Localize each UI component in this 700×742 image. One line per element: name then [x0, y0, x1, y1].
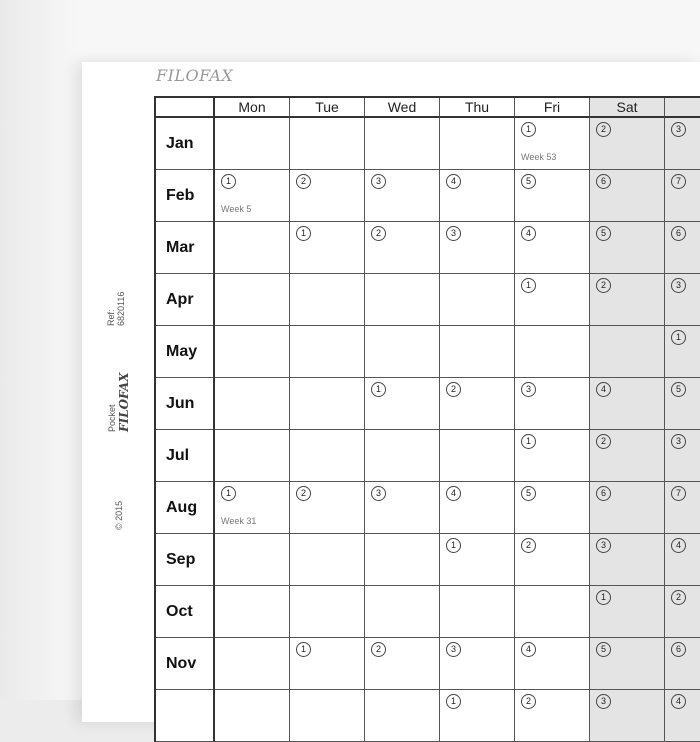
weekday-header-sat: Sat [590, 98, 665, 118]
day-cell [665, 222, 700, 274]
day-cell [515, 482, 590, 534]
date-circle: 1 [521, 278, 536, 293]
date-circle: 5 [521, 174, 536, 189]
month-label: Mar [156, 222, 215, 274]
date-circle: 4 [446, 486, 461, 501]
date-circle: 6 [671, 642, 686, 657]
day-cell [665, 690, 700, 742]
date-circle: 4 [521, 642, 536, 657]
date-circle: 5 [521, 486, 536, 501]
date-circle: 4 [521, 226, 536, 241]
day-cell [440, 430, 515, 482]
day-cell [665, 326, 700, 378]
date-circle: 4 [446, 174, 461, 189]
day-cell [440, 326, 515, 378]
month-row [156, 378, 700, 430]
date-circle: 1 [671, 330, 686, 345]
day-cell [290, 274, 365, 326]
day-cell [440, 690, 515, 742]
date-circle: 2 [596, 122, 611, 137]
day-cell [665, 378, 700, 430]
day-cell [665, 586, 700, 638]
date-circle: 6 [596, 174, 611, 189]
day-cell [365, 326, 440, 378]
day-cell [215, 326, 290, 378]
date-circle: 3 [521, 382, 536, 397]
day-cell [590, 274, 665, 326]
day-cell [515, 326, 590, 378]
week-number: Week 5 [221, 204, 252, 214]
month-row [156, 482, 700, 534]
day-cell [290, 638, 365, 690]
month-row [156, 118, 700, 170]
month-row [156, 222, 700, 274]
day-cell [590, 638, 665, 690]
day-cell [665, 170, 700, 222]
day-cell [440, 378, 515, 430]
month-row [156, 430, 700, 482]
day-cell [215, 222, 290, 274]
day-cell [215, 690, 290, 742]
weekday-header-mon: Mon [215, 98, 290, 118]
day-cell [290, 378, 365, 430]
month-label: Nov [156, 638, 215, 690]
day-cell [290, 170, 365, 222]
date-circle: 3 [371, 486, 386, 501]
reference-code [106, 292, 126, 326]
date-circle: 3 [671, 278, 686, 293]
day-cell [365, 482, 440, 534]
date-circle: 2 [596, 278, 611, 293]
day-cell [665, 534, 700, 586]
day-cell [215, 482, 290, 534]
day-cell [290, 586, 365, 638]
weekday-header-row [156, 98, 700, 118]
day-cell [215, 586, 290, 638]
day-cell [590, 534, 665, 586]
day-cell [515, 638, 590, 690]
weekday-header-thu: Thu [440, 98, 515, 118]
month-row [156, 170, 700, 222]
date-circle: 1 [521, 122, 536, 137]
day-cell [590, 482, 665, 534]
month-row [156, 534, 700, 586]
day-cell [290, 534, 365, 586]
weekday-header-sun [665, 98, 700, 118]
day-cell [590, 118, 665, 170]
month-row [156, 274, 700, 326]
day-cell [515, 378, 590, 430]
day-cell [365, 638, 440, 690]
day-cell [665, 430, 700, 482]
month-label [156, 690, 215, 742]
year-planner-grid [154, 96, 700, 742]
date-circle: 4 [671, 694, 686, 709]
day-cell [440, 222, 515, 274]
day-cell [365, 222, 440, 274]
day-cell [290, 690, 365, 742]
date-circle: 2 [521, 694, 536, 709]
day-cell [515, 430, 590, 482]
date-circle: 6 [596, 486, 611, 501]
date-circle: 1 [371, 382, 386, 397]
side-brand-logo: FILOFAX [117, 372, 131, 432]
date-circle: 3 [596, 694, 611, 709]
day-cell [365, 118, 440, 170]
date-circle: 5 [596, 642, 611, 657]
date-circle: 2 [371, 226, 386, 241]
month-label: Oct [156, 586, 215, 638]
weekday-header-wed: Wed [365, 98, 440, 118]
month-label: Jul [156, 430, 215, 482]
reference-label: Ref: [106, 309, 116, 326]
day-cell [590, 430, 665, 482]
day-cell [290, 430, 365, 482]
date-circle: 3 [446, 226, 461, 241]
date-circle: 3 [671, 434, 686, 449]
month-row [156, 586, 700, 638]
date-circle: 7 [671, 486, 686, 501]
day-cell [440, 482, 515, 534]
date-circle: 5 [671, 382, 686, 397]
month-label: May [156, 326, 215, 378]
day-cell [440, 118, 515, 170]
date-circle: 3 [446, 642, 461, 657]
brand-logo: FILOFAX [156, 66, 234, 85]
day-cell [365, 690, 440, 742]
weekday-header-tue: Tue [290, 98, 365, 118]
date-circle: 1 [296, 642, 311, 657]
month-label: Feb [156, 170, 215, 222]
date-circle: 2 [371, 642, 386, 657]
date-circle: 4 [671, 538, 686, 553]
day-cell [215, 378, 290, 430]
day-cell [215, 118, 290, 170]
day-cell [590, 690, 665, 742]
date-circle: 6 [671, 226, 686, 241]
size-label [106, 373, 130, 432]
day-cell [215, 534, 290, 586]
day-cell [365, 378, 440, 430]
date-circle: 2 [596, 434, 611, 449]
date-circle: 5 [596, 226, 611, 241]
copyright-text: © 2015 [114, 500, 124, 530]
day-cell [515, 222, 590, 274]
day-cell [440, 586, 515, 638]
date-circle: 3 [596, 538, 611, 553]
day-cell [365, 430, 440, 482]
day-cell [215, 430, 290, 482]
header-corner [156, 98, 215, 118]
date-circle: 1 [521, 434, 536, 449]
day-cell [665, 118, 700, 170]
day-cell [590, 326, 665, 378]
week-number: Week 31 [221, 516, 257, 526]
day-cell [440, 170, 515, 222]
date-circle: 7 [671, 174, 686, 189]
month-label: Aug [156, 482, 215, 534]
day-cell [515, 690, 590, 742]
day-cell [590, 170, 665, 222]
day-cell [440, 638, 515, 690]
day-cell [515, 586, 590, 638]
reference-number: 6820116 [116, 291, 126, 326]
day-cell [215, 170, 290, 222]
date-circle: 1 [446, 694, 461, 709]
day-cell [365, 274, 440, 326]
day-cell [590, 586, 665, 638]
day-cell [290, 118, 365, 170]
date-circle: 4 [596, 382, 611, 397]
day-cell [590, 222, 665, 274]
date-circle: 1 [296, 226, 311, 241]
day-cell [365, 534, 440, 586]
date-circle: 2 [446, 382, 461, 397]
week-number: Week 53 [521, 152, 557, 162]
weekday-header-fri: Fri [515, 98, 590, 118]
date-circle: 1 [221, 174, 236, 189]
date-circle: 2 [671, 590, 686, 605]
date-circle: 2 [296, 486, 311, 501]
day-cell [665, 482, 700, 534]
date-circle: 3 [671, 122, 686, 137]
day-cell [365, 170, 440, 222]
day-cell [590, 378, 665, 430]
month-label: Sep [156, 534, 215, 586]
day-cell [290, 222, 365, 274]
day-cell [515, 274, 590, 326]
date-circle: 3 [371, 174, 386, 189]
date-circle: 1 [596, 590, 611, 605]
date-circle: 1 [446, 538, 461, 553]
month-row [156, 326, 700, 378]
day-cell [665, 638, 700, 690]
day-cell [215, 638, 290, 690]
day-cell [515, 118, 590, 170]
date-circle: 2 [296, 174, 311, 189]
date-circle: 2 [521, 538, 536, 553]
day-cell [290, 482, 365, 534]
month-row [156, 690, 700, 742]
day-cell [290, 326, 365, 378]
month-label: Jun [156, 378, 215, 430]
day-cell [215, 274, 290, 326]
date-circle: 1 [221, 486, 236, 501]
day-cell [665, 274, 700, 326]
month-label: Apr [156, 274, 215, 326]
day-cell [440, 274, 515, 326]
day-cell [365, 586, 440, 638]
size-name: Pocket [107, 404, 117, 432]
day-cell [440, 534, 515, 586]
month-label: Jan [156, 118, 215, 170]
day-cell [515, 534, 590, 586]
month-row [156, 638, 700, 690]
day-cell [515, 170, 590, 222]
